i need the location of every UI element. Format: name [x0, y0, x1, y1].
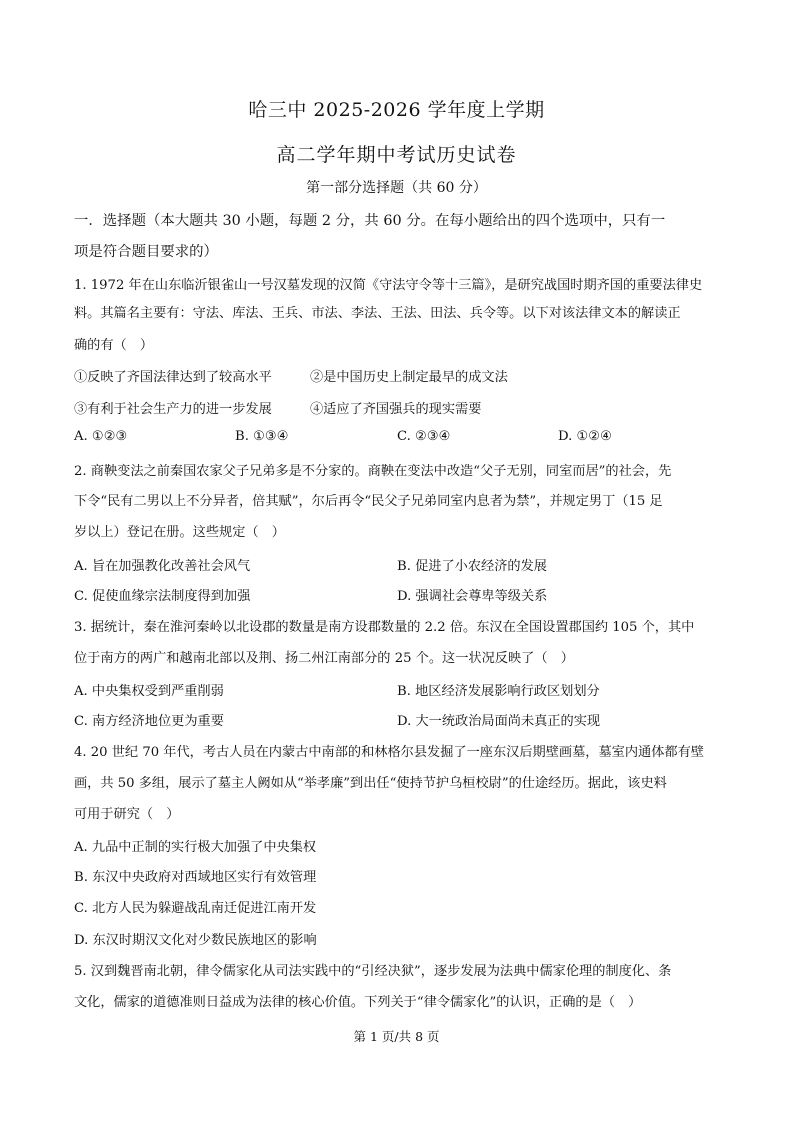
q1-option-a: A. ①②③ [74, 429, 128, 444]
instructions-line2: 项是符合题目要求的） [74, 244, 218, 260]
q1-stem-line2: 料。其篇名主要有：守法、库法、王兵、市法、李法、王法、田法、兵令等。以下对该法律文本的解读正 [74, 306, 681, 321]
q4-stem-line2: 画，共 50 多组，展示了墓主人阙如从“举孝廉”到出任“使持节护乌桓校尉”的仕途经历。据此，该史料 [74, 776, 667, 791]
q4-option-d: D. 东汉时期汉文化对少数民族地区的影响 [74, 933, 317, 948]
exam-title-line2: 高二学年期中考试历史试卷 [276, 144, 517, 166]
page-number: 第 1 页/共 8 页 [353, 1029, 440, 1044]
q1-statement-1: ①反映了齐国法律达到了较高水平 [74, 370, 272, 385]
q4-stem-line1: 4. 20 世纪 70 年代，考古人员在内蒙古中南部的和林格尔县发掘了一座东汉后期壁画墓，墓室内通体都有壁 [74, 745, 704, 760]
q3-option-b: B. 地区经济发展影响行政区划划分 [397, 684, 600, 699]
q2-stem-line1: 2. 商鞅变法之前秦国农家父子兄弟多是不分家的。商鞅在变法中改造“父子无别，同室而居”的社会，先 [74, 464, 672, 479]
q1-stem-line3: 确的有（ ） [74, 338, 154, 353]
exam-title-line1: 哈三中 2025-2026 学年度上学期 [248, 99, 545, 121]
q1-statement-2: ②是中国历史上制定最早的成文法 [310, 370, 508, 385]
q2-option-a: A. 旨在加强教化改善社会风气 [74, 559, 251, 574]
q4-option-b: B. 东汉中央政府对西域地区实行有效管理 [74, 870, 317, 885]
instructions-line1: 一．选择题（本大题共 30 小题，每题 2 分，共 60 分。在每小题给出的四个选项中，只有一 [74, 213, 666, 229]
q5-stem-line2: 文化，儒家的道德准则日益成为法律的核心价值。下列关于“律令儒家化”的认识，正确的是（ ） [74, 995, 642, 1010]
q1-option-c: C. ②③④ [397, 429, 451, 444]
q2-option-d: D. 强调社会尊卑等级关系 [397, 589, 548, 604]
q4-option-c: C. 北方人民为躲避战乱南迁促进江南开发 [74, 901, 317, 916]
q3-option-c: C. 南方经济地位更为重要 [74, 714, 224, 729]
section-title: 第一部分选择题（共 60 分） [306, 180, 487, 196]
q3-stem-line2: 位于南方的两广和越南北部以及荆、扬二州江南部分的 25 个。这一状况反映了（ ） [74, 651, 574, 666]
q1-option-d: D. ①②④ [558, 429, 612, 444]
q1-stem-line1: 1. 1972 年在山东临沂银雀山一号汉墓发现的汉简《守法守令等十三篇》，是研究战国时期齐国的重要法律史 [74, 278, 703, 293]
q1-option-b: B. ①③④ [235, 429, 289, 444]
q3-stem-line1: 3. 据统计，秦在淮河秦岭以北设郡的数量是南方设郡数量的 2.2 倍。东汉在全国设置郡国约 105 个，其中 [74, 620, 695, 635]
q3-option-a: A. 中央集权受到严重削弱 [74, 684, 224, 699]
q2-stem-line3: 岁以上）登记在册。这些规定（ ） [74, 525, 285, 540]
q3-option-d: D. 大一统政治局面尚未真正的实现 [397, 714, 601, 729]
q1-statement-3: ③有利于社会生产力的进一步发展 [74, 402, 272, 417]
q4-option-a: A. 九品中正制的实行极大加强了中央集权 [74, 840, 317, 855]
q4-stem-line3: 可用于研究（ ） [74, 807, 180, 822]
q2-stem-line2: 下令“民有二男以上不分异者，倍其赋”，尔后再令“民父子兄弟同室内息者为禁”，并规定男丁（15 足 [74, 494, 663, 509]
q2-option-c: C. 促使血缘宗法制度得到加强 [74, 589, 251, 604]
q2-option-b: B. 促进了小农经济的发展 [397, 559, 547, 574]
q1-statement-4: ④适应了齐国强兵的现实需要 [310, 402, 482, 417]
q5-stem-line1: 5. 汉到魏晋南北朝，律令儒家化从司法实践中的“引经决狱”，逐步发展为法典中儒家伦理的制度化、条 [74, 964, 672, 979]
